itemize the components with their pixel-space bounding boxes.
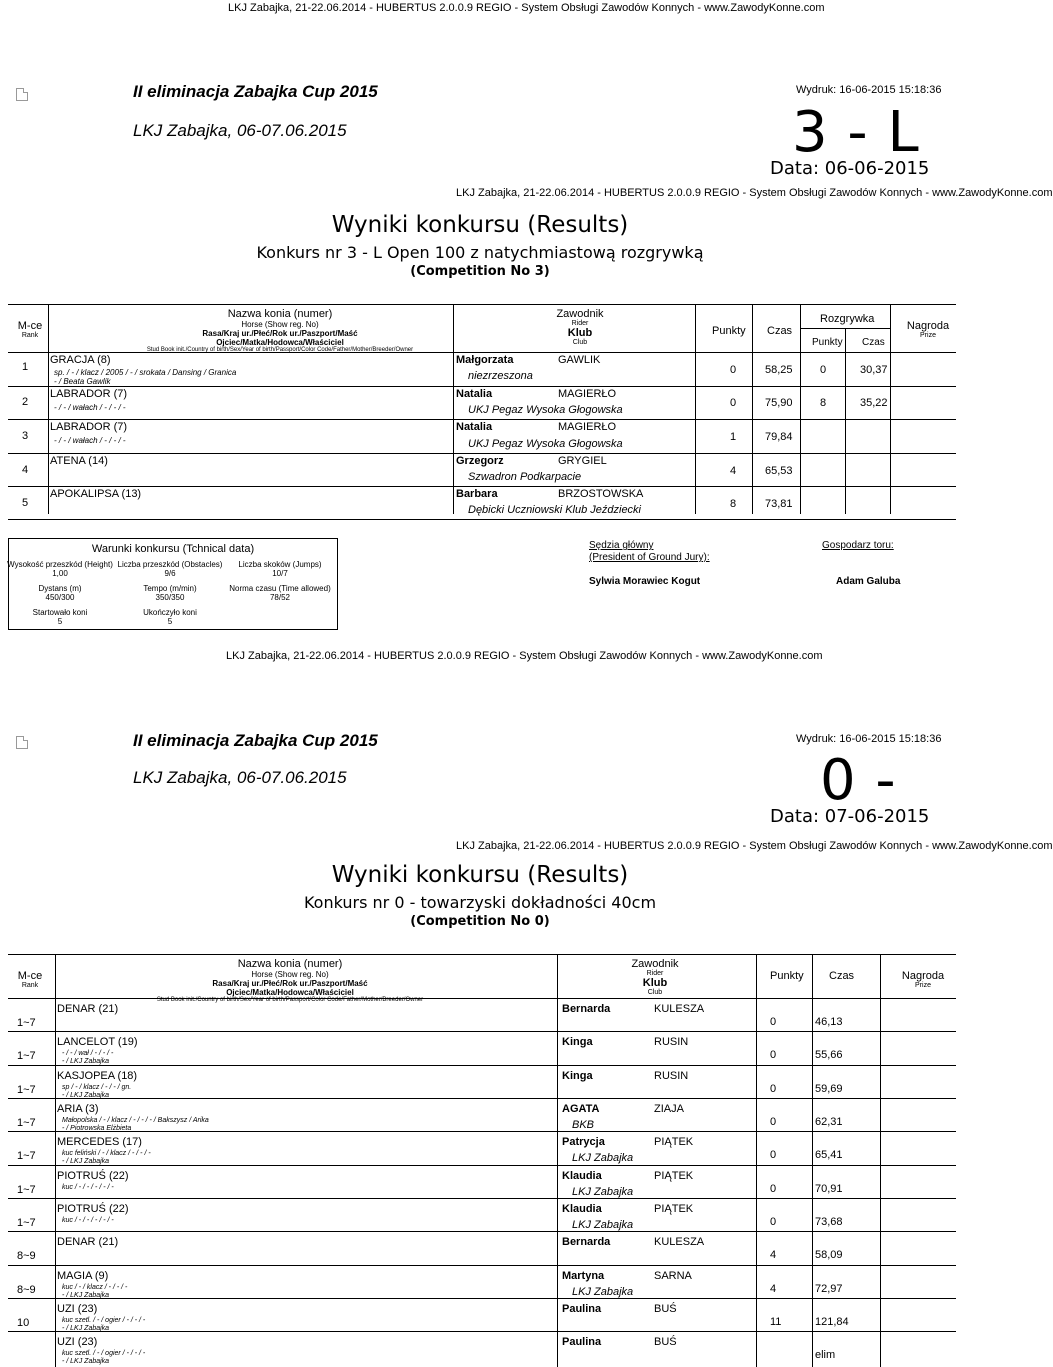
time-cell: 75,90 bbox=[765, 397, 793, 409]
rank-header: M-ce Rank bbox=[17, 320, 43, 339]
horse-info: kuc / - / - / - / - / - bbox=[62, 1184, 114, 1191]
col-sep bbox=[48, 304, 49, 514]
rank-header: M-ce Rank bbox=[17, 970, 43, 989]
horse-name: APOKALIPSA (13) bbox=[50, 488, 142, 500]
rider-last-name: PIĄTEK bbox=[654, 1136, 694, 1148]
header-footer-text: LKJ Zabajka, 21-22.06.2014 - HUBERTUS 2.0.0.9 REGIO - System Obsługi Zawodów Konnych - www.ZawodyKonne.com bbox=[456, 187, 1053, 199]
horse-name: LABRADOR (7) bbox=[50, 421, 128, 433]
horse-owner: - / LKJ Zabajka bbox=[62, 1325, 110, 1332]
horse-name: PIOTRUŚ (22) bbox=[57, 1203, 129, 1215]
results-title: Wyniki konkursu (Results) bbox=[331, 212, 629, 238]
rider-first-name: Bernarda bbox=[562, 1003, 611, 1015]
rank-cell: 1~7 bbox=[17, 1017, 36, 1029]
row-rule bbox=[8, 1031, 956, 1032]
horse-name: KASJOPEA (18) bbox=[57, 1070, 138, 1082]
class-code: 3 - L bbox=[792, 100, 920, 165]
horse-info: Małopolska / - / klacz / - / - / - / Bakszysz / Arika bbox=[62, 1117, 209, 1124]
col-sep bbox=[752, 304, 753, 514]
club-cell: niezrzeszona bbox=[468, 370, 533, 382]
time-cell: 55,66 bbox=[815, 1049, 843, 1061]
jumps-label: Liczba skoków (Jumps) bbox=[238, 560, 322, 569]
rider-last-name: PIĄTEK bbox=[654, 1170, 694, 1182]
finished-label: Ukończyło koni bbox=[143, 608, 197, 617]
horse-info: sp / - / klacz / - / - / gn. bbox=[62, 1084, 132, 1091]
horse-name: GRACJA (8) bbox=[50, 354, 111, 366]
rank-cell: 1 bbox=[22, 361, 29, 373]
rank-cell: 3 bbox=[22, 430, 29, 442]
rider-last-name: GAWLIK bbox=[558, 354, 601, 366]
horse-header: Nazwa konia (numer) Horse (Show reg. No) Rasa/Kraj ur./Płeć/Rok ur./Paszport/Maść Ojciec/Matka/Hodowca/Właściciel Stud Book init./Country of birth/Sex/Year of birth/Passport/Color Code/Father/Mother/Breeder/Owner bbox=[156, 958, 424, 1003]
rank-cell: 1~7 bbox=[17, 1217, 36, 1229]
started-label: Startowało koni bbox=[32, 608, 88, 617]
row-rule bbox=[8, 998, 956, 999]
points-cell: 11 bbox=[770, 1316, 782, 1328]
event-title: II eliminacja Zabajka Cup 2015 bbox=[133, 82, 378, 101]
rider-last-name: ZIAJA bbox=[654, 1103, 684, 1115]
event-place: LKJ Zabajka, 06-07.06.2015 bbox=[133, 768, 347, 787]
rider-header: Zawodnik Rider Klub Club bbox=[556, 308, 604, 346]
rider-last-name: MAGIERŁO bbox=[558, 388, 617, 400]
rank-cell: 1~7 bbox=[17, 1117, 36, 1129]
jury-label: Sędzia główny bbox=[589, 540, 654, 551]
horse-owner: - / LKJ Zabajka bbox=[62, 1358, 110, 1365]
col-sep bbox=[695, 304, 696, 514]
started-value: 5 bbox=[57, 617, 63, 626]
jury-name: Sylwia Morawiec Kogut bbox=[589, 576, 701, 587]
rank-cell: 1~7 bbox=[17, 1184, 36, 1196]
competition-date: Data: 07-06-2015 bbox=[770, 806, 930, 827]
row-rule bbox=[8, 1098, 956, 1099]
horse-info: kuc szetl. / - / ogier / - / - / - bbox=[62, 1317, 146, 1324]
time-cell: 62,31 bbox=[815, 1116, 843, 1128]
points-cell: 4 bbox=[730, 465, 737, 477]
rider-first-name: Natalia bbox=[456, 421, 493, 433]
row-rule bbox=[8, 1065, 956, 1066]
time-cell: 65,41 bbox=[815, 1149, 843, 1161]
points-cell: 0 bbox=[730, 364, 737, 376]
print-timestamp: Wydruk: 16-06-2015 15:18:36 bbox=[796, 733, 942, 745]
club-cell: UKJ Pegaz Wysoka Głogowska bbox=[468, 438, 623, 450]
jumpoff-points-cell: 8 bbox=[820, 397, 827, 409]
height-label: Wysokość przeszkód (Height) bbox=[7, 560, 113, 569]
document-icon bbox=[16, 88, 28, 101]
row-rule bbox=[8, 419, 956, 420]
event-place: LKJ Zabajka, 06-07.06.2015 bbox=[133, 121, 347, 140]
horse-info: kuc szetl. / - / ogier / - / - / - bbox=[62, 1350, 146, 1357]
document-icon bbox=[16, 736, 28, 749]
jumpoff-points-cell: 0 bbox=[820, 364, 827, 376]
prize-header: Nagroda Prize bbox=[906, 320, 950, 339]
horse-name: UZI (23) bbox=[57, 1336, 98, 1348]
rider-first-name: Małgorzata bbox=[456, 354, 514, 366]
points-cell: 0 bbox=[770, 1183, 777, 1195]
horse-name: LABRADOR (7) bbox=[50, 388, 128, 400]
rank-cell: 10 bbox=[17, 1317, 30, 1329]
time-cell: 59,69 bbox=[815, 1083, 843, 1095]
rider-last-name: BUŚ bbox=[654, 1303, 677, 1315]
horse-info: - / - / wałach / - / - / - bbox=[54, 403, 126, 412]
rank-cell: 5 bbox=[22, 497, 29, 509]
rank-cell: 4 bbox=[22, 464, 29, 476]
horse-owner: - / Piotrowska Elżbieta bbox=[62, 1125, 132, 1132]
rider-first-name: Natalia bbox=[456, 388, 493, 400]
club-cell: Dębicki Uczniowski Klub Jeździecki bbox=[468, 504, 642, 516]
time-cell: 58,09 bbox=[815, 1249, 843, 1261]
points-header: Punkty bbox=[770, 970, 804, 982]
time-cell: 65,53 bbox=[765, 465, 793, 477]
rider-last-name: MAGIERŁO bbox=[558, 421, 617, 433]
col-sep bbox=[55, 954, 56, 1367]
rider-last-name: RUSIN bbox=[654, 1070, 689, 1082]
tempo-value: 350/350 bbox=[155, 593, 185, 602]
rank-cell: 1~7 bbox=[17, 1084, 36, 1096]
jumpoff-time-header: Czas bbox=[862, 337, 885, 348]
points-cell: 0 bbox=[770, 1016, 777, 1028]
club-cell: LKJ Zabajka bbox=[572, 1219, 634, 1231]
col-sep bbox=[890, 304, 891, 514]
time-cell: 121,84 bbox=[815, 1316, 849, 1328]
competition-name: Konkurs nr 3 - L Open 100 z natychmiastową rozgrywką bbox=[256, 243, 704, 262]
host-label: Gospodarz toru: bbox=[822, 540, 894, 551]
rank-cell: 8~9 bbox=[17, 1284, 36, 1296]
time-header: Czas bbox=[829, 970, 855, 982]
horse-name: LANCELOT (19) bbox=[57, 1036, 138, 1048]
horse-name: MAGIA (9) bbox=[57, 1270, 109, 1282]
rider-last-name: PIĄTEK bbox=[654, 1203, 694, 1215]
jumps-value: 10/7 bbox=[272, 569, 288, 578]
horse-name: MERCEDES (17) bbox=[57, 1136, 142, 1148]
competition-number: (Competition No 0) bbox=[410, 914, 550, 929]
time-header: Czas bbox=[767, 325, 793, 337]
col-sep bbox=[812, 954, 813, 1367]
rider-last-name: BRZOSTOWSKA bbox=[558, 488, 644, 500]
horse-owner: - / Beata Gawlik bbox=[54, 377, 111, 386]
row-rule bbox=[8, 1198, 956, 1199]
rider-first-name: Bernarda bbox=[562, 1236, 611, 1248]
col-sep bbox=[756, 954, 757, 1367]
rider-first-name: Barbara bbox=[456, 488, 498, 500]
row-rule bbox=[8, 352, 956, 353]
top-footer-text: LKJ Zabajka, 21-22.06.2014 - HUBERTUS 2.0.0.9 REGIO - System Obsługi Zawodów Konnych - www.ZawodyKonne.com bbox=[228, 2, 825, 14]
col-sep bbox=[453, 304, 454, 514]
rider-first-name: Patrycja bbox=[562, 1136, 605, 1148]
prize-header: Nagroda Prize bbox=[901, 970, 945, 989]
col-sep bbox=[800, 304, 801, 514]
club-cell: LKJ Zabajka bbox=[572, 1152, 634, 1164]
horse-info: sp. / - / klacz / 2005 / - / srokata / Dansing / Granica bbox=[54, 368, 237, 377]
rider-last-name: KULESZA bbox=[654, 1236, 705, 1248]
time-cell: 73,81 bbox=[765, 498, 793, 510]
points-cell: 8 bbox=[730, 498, 737, 510]
tempo-label: Tempo (m/min) bbox=[143, 584, 197, 593]
class-code: 0 - bbox=[820, 748, 897, 813]
results-title: Wyniki konkursu (Results) bbox=[331, 862, 629, 888]
horse-info: kuc / - / klacz / - / - / - bbox=[62, 1284, 128, 1291]
horse-name: ARIA (3) bbox=[57, 1103, 99, 1115]
jumpoff-header: Rozgrywka bbox=[820, 313, 875, 325]
horse-info: - / - / wałach / - / - / - bbox=[54, 436, 126, 445]
header-rule bbox=[8, 304, 956, 305]
club-cell: LKJ Zabajka bbox=[572, 1186, 634, 1198]
horse-name: UZI (23) bbox=[57, 1303, 98, 1315]
competition-name: Konkurs nr 0 - towarzyski dokładności 40cm bbox=[303, 893, 657, 912]
rank-cell: 2 bbox=[22, 396, 29, 408]
col-sep bbox=[557, 954, 558, 1367]
rider-first-name: Kinga bbox=[562, 1070, 593, 1082]
club-cell: UKJ Pegaz Wysoka Głogowska bbox=[468, 404, 623, 416]
row-rule bbox=[8, 1298, 956, 1299]
distance-value: 450/300 bbox=[45, 593, 75, 602]
jumpoff-time-cell: 35,22 bbox=[860, 397, 888, 409]
horse-name: ATENA (14) bbox=[50, 455, 108, 467]
time-cell: 58,25 bbox=[765, 364, 793, 376]
horse-header: Nazwa konia (numer) Horse (Show reg. No) Rasa/Kraj ur./Płeć/Rok ur./Paszport/Maść Ojciec/Matka/Hodowca/Właściciel Stud Book init./Country of birth/Sex/Year of birth/Passport/Color Code/Father/Mother/Breeder/Owner bbox=[146, 308, 414, 353]
height-value: 1,00 bbox=[52, 569, 68, 578]
rider-last-name: GRYGIEL bbox=[558, 455, 607, 467]
horse-info: kuc / - / - / - / - / - bbox=[62, 1217, 114, 1224]
host-name: Adam Galuba bbox=[836, 576, 901, 587]
time-cell: 73,68 bbox=[815, 1216, 843, 1228]
rank-cell: 1~7 bbox=[17, 1150, 36, 1162]
rider-first-name: Paulina bbox=[562, 1303, 602, 1315]
time-cell: elim bbox=[815, 1349, 836, 1361]
points-cell: 0 bbox=[770, 1149, 777, 1161]
points-cell: 0 bbox=[770, 1049, 777, 1061]
rider-last-name: KULESZA bbox=[654, 1003, 705, 1015]
points-cell: 4 bbox=[770, 1249, 777, 1261]
competition-number: (Competition No 3) bbox=[410, 264, 550, 279]
technical-data-title: Warunki konkursu (Tchnical data) bbox=[91, 543, 255, 555]
page-footer-text: LKJ Zabajka, 21-22.06.2014 - HUBERTUS 2.0.0.9 REGIO - System Obsługi Zawodów Konnych - www.ZawodyKonne.com bbox=[226, 650, 823, 662]
points-cell: 1 bbox=[730, 431, 737, 443]
competition-date: Data: 06-06-2015 bbox=[770, 158, 930, 179]
jumpoff-points-header: Punkty bbox=[812, 337, 843, 348]
points-cell: 0 bbox=[770, 1083, 777, 1095]
club-cell: LKJ Zabajka bbox=[572, 1286, 634, 1298]
rider-header: Zawodnik Rider Klub Club bbox=[631, 958, 679, 996]
time-allowed-label: Norma czasu (Time allowed) bbox=[229, 584, 331, 593]
rider-first-name: Klaudia bbox=[562, 1203, 602, 1215]
rider-last-name: SARNA bbox=[654, 1270, 692, 1282]
club-cell: Szwadron Podkarpacie bbox=[468, 471, 582, 483]
points-header: Punkty bbox=[712, 325, 746, 337]
rider-last-name: RUSIN bbox=[654, 1036, 689, 1048]
time-allowed-value: 78/52 bbox=[269, 593, 291, 602]
distance-label: Dystans (m) bbox=[38, 584, 82, 593]
horse-owner: - / LKJ Zabajka bbox=[62, 1058, 110, 1065]
col-sep bbox=[880, 954, 881, 1367]
header-footer-text: LKJ Zabajka, 21-22.06.2014 - HUBERTUS 2.0.0.9 REGIO - System Obsługi Zawodów Konnych - www.ZawodyKonne.com bbox=[456, 840, 1053, 852]
rider-first-name: Klaudia bbox=[562, 1170, 602, 1182]
rider-last-name: BUŚ bbox=[654, 1336, 677, 1348]
obstacles-value: 9/6 bbox=[164, 569, 176, 578]
finished-value: 5 bbox=[167, 617, 173, 626]
header-rule bbox=[8, 954, 956, 955]
horse-owner: - / LKJ Zabajka bbox=[62, 1292, 110, 1299]
rider-first-name: Grzegorz bbox=[456, 455, 504, 467]
horse-name: DENAR (21) bbox=[57, 1003, 119, 1015]
rider-first-name: AGATA bbox=[562, 1103, 600, 1115]
time-cell: 70,91 bbox=[815, 1183, 843, 1195]
points-cell: 0 bbox=[770, 1216, 777, 1228]
rider-first-name: Martyna bbox=[562, 1270, 605, 1282]
rider-first-name: Paulina bbox=[562, 1336, 602, 1348]
row-rule bbox=[8, 1231, 956, 1232]
row-rule bbox=[8, 1165, 956, 1166]
print-timestamp: Wydruk: 16-06-2015 15:18:36 bbox=[796, 84, 942, 96]
row-rule bbox=[8, 1265, 956, 1266]
horse-info: kuc feliński / - / klacz / - / - / - bbox=[62, 1150, 151, 1157]
row-rule bbox=[8, 386, 956, 387]
horse-info: - / - / wał / - / - / - bbox=[62, 1050, 114, 1057]
event-title: II eliminacja Zabajka Cup 2015 bbox=[133, 731, 378, 750]
points-cell: 0 bbox=[730, 397, 737, 409]
row-rule bbox=[8, 453, 956, 454]
jumpoff-time-cell: 30,37 bbox=[860, 364, 888, 376]
horse-owner: - / LKJ Zabajka bbox=[62, 1158, 110, 1165]
rank-cell: 1~7 bbox=[17, 1050, 36, 1062]
horse-name: PIOTRUŚ (22) bbox=[57, 1170, 129, 1182]
row-rule bbox=[8, 1331, 956, 1332]
rank-cell: 8~9 bbox=[17, 1250, 36, 1262]
jury-label-en: (President of Ground Jury): bbox=[589, 552, 710, 563]
row-rule bbox=[8, 486, 956, 487]
rider-first-name: Kinga bbox=[562, 1036, 593, 1048]
row-rule bbox=[8, 519, 956, 520]
time-cell: 72,97 bbox=[815, 1283, 843, 1295]
horse-name: DENAR (21) bbox=[57, 1236, 119, 1248]
points-cell: 0 bbox=[770, 1116, 777, 1128]
time-cell: 46,13 bbox=[815, 1016, 843, 1028]
horse-owner: - / LKJ Zabajka bbox=[62, 1092, 110, 1099]
row-rule bbox=[8, 1131, 956, 1132]
points-cell: 4 bbox=[770, 1283, 777, 1295]
club-cell: BKB bbox=[572, 1119, 595, 1131]
time-cell: 79,84 bbox=[765, 431, 793, 443]
obstacles-label: Liczba przeszkód (Obstacles) bbox=[117, 560, 223, 569]
